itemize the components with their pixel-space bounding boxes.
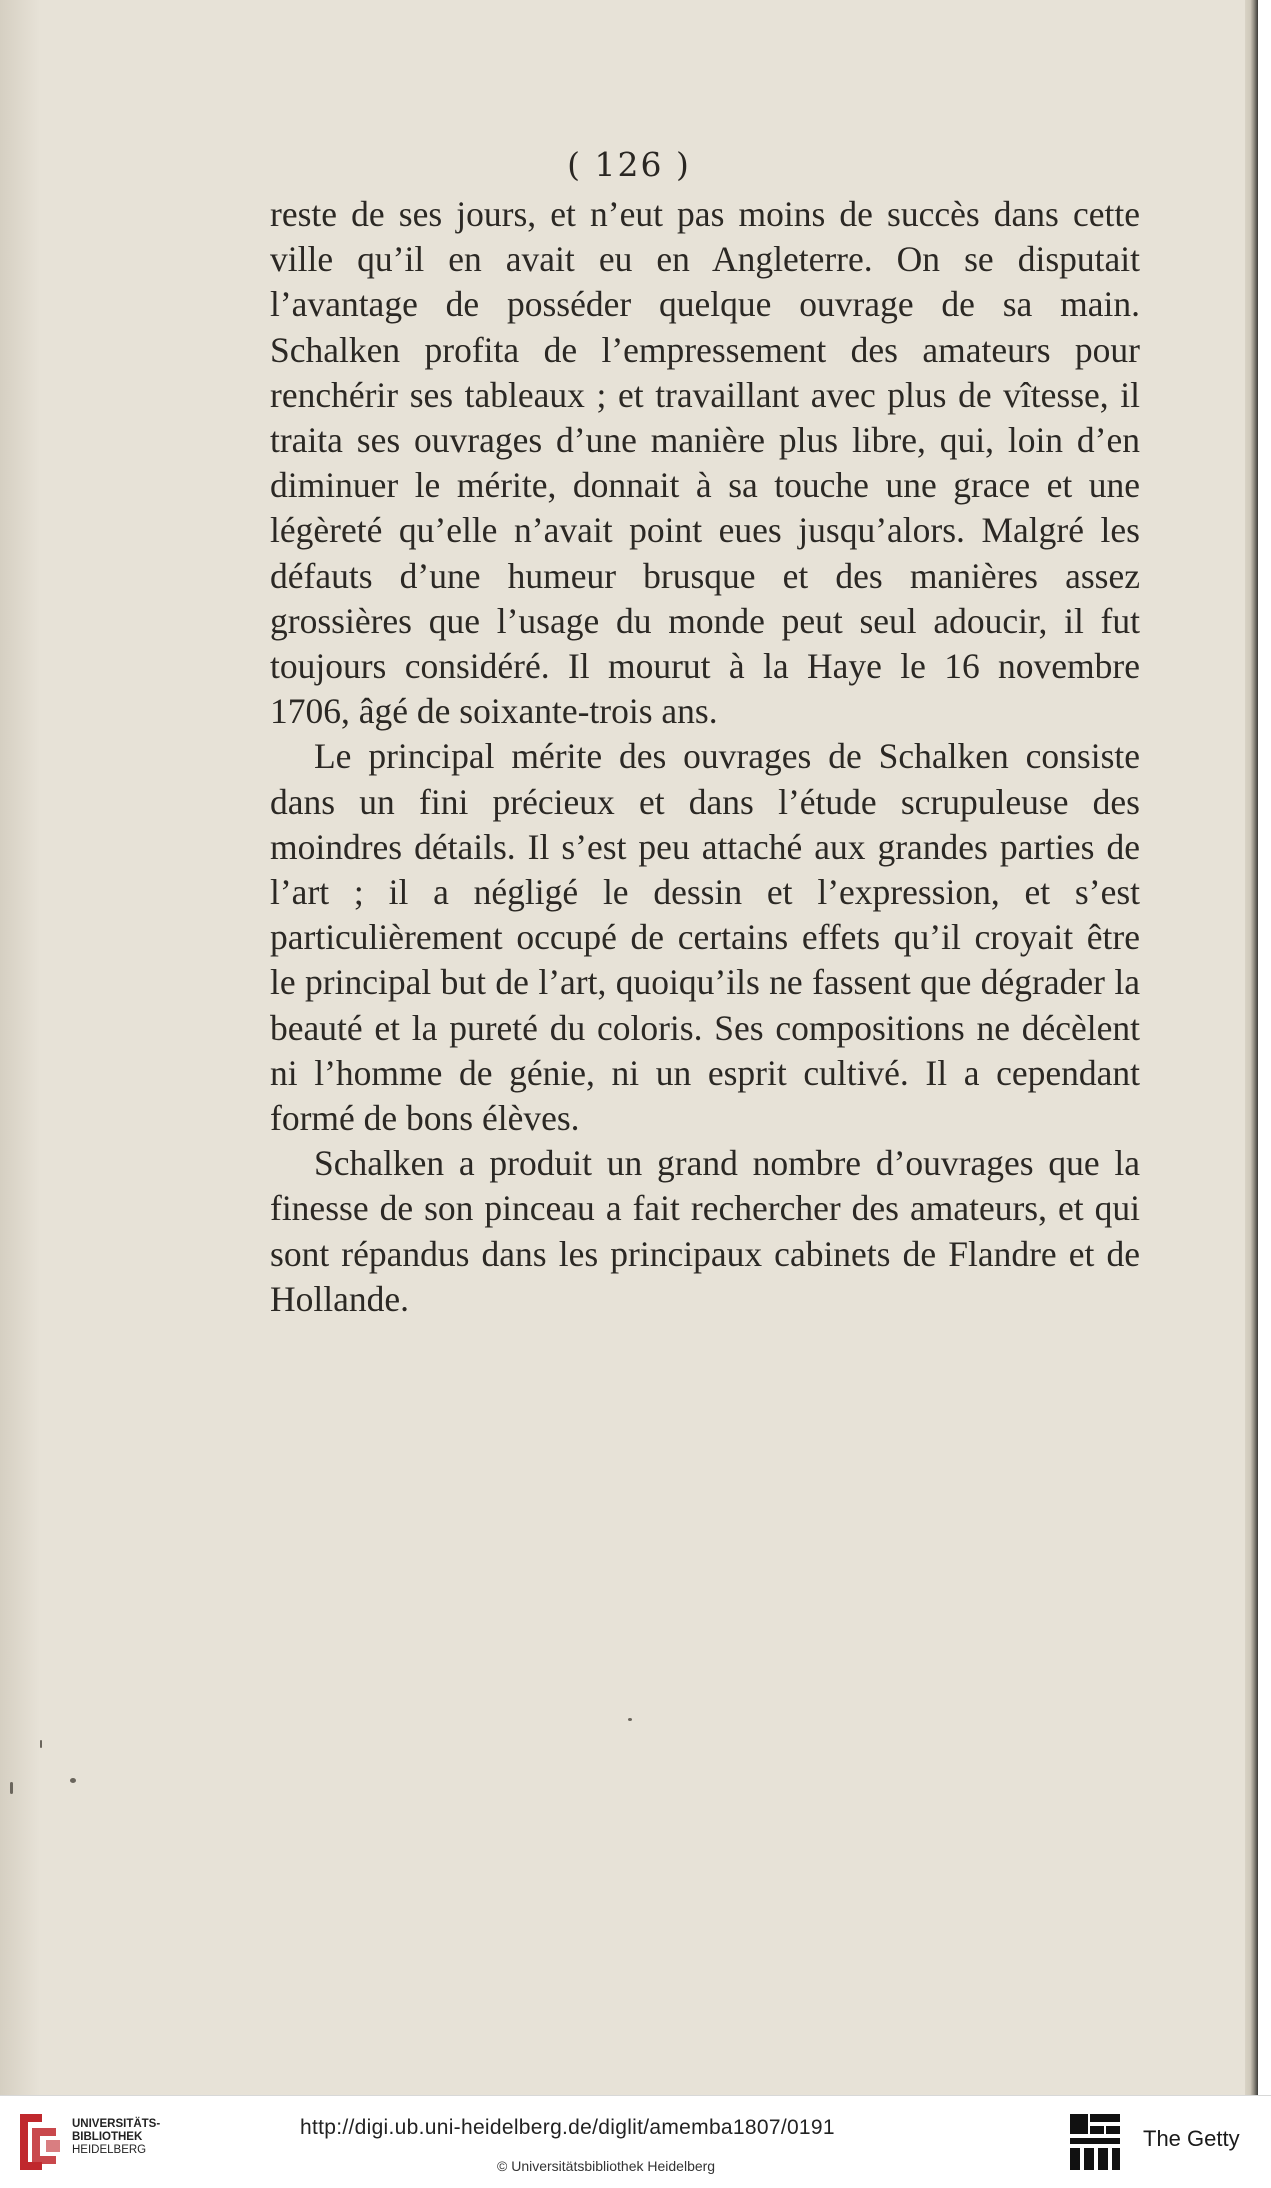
copyright-notice: © Universitätsbibliothek Heidelberg	[497, 2158, 716, 2174]
page-number: ( 126 )	[567, 145, 691, 184]
paper-speck	[70, 1778, 76, 1783]
page-fold-shadow	[0, 0, 40, 2095]
paragraph: Schalken a produit un grand nombre d’ouvrages que la finesse de son pinceau a fait rechercher des amateurs, et qui sont répandus dans les principaux cabinets de Flandre et de Hollande.	[270, 1143, 1140, 1319]
library-name-line: UNIVERSITÄTS-	[72, 2118, 161, 2130]
footer-bar	[0, 2095, 1271, 2188]
paper-speck	[10, 1782, 13, 1794]
library-name-line: HEIDELBERG	[72, 2144, 147, 2156]
page-edge	[1245, 0, 1258, 2095]
university-library-logo-icon	[12, 2106, 64, 2178]
paper-speck	[628, 1718, 632, 1721]
paragraph: reste de ses jours, et n’eut pas moins de succès dans cette ville qu’il en avait eu en Angleterre. On se disputait l’avantage de posséder quelque ouvrage de sa main. Schalken profita de l’empressement des amateurs pour renchérir ses tableaux ; et travaillant avec plus de vîtesse, il traita ses ouvrages d’une manière plus libre, qui, loin d’en diminuer le mérite, donnait à sa touche une grace et une légèreté qu’elle n’avait point eues jusqu’alors. Malgré les défauts d’une humeur brusque et des manières assez grossières que l’usage du monde peut seul adoucir, il fut toujours considéré. Il mourut à la Haye le 16 novembre 1706, âgé de soixante-trois ans.	[270, 194, 1140, 732]
university-library-name	[72, 2118, 160, 2157]
getty-name: The Getty	[1143, 2126, 1240, 2151]
paper-speck	[40, 1740, 42, 1748]
getty-logo-icon	[1068, 2112, 1122, 2174]
body-text	[270, 192, 1140, 1322]
permalink-url[interactable]: http://digi.ub.uni-heidelberg.de/diglit/amemba1807/0191	[300, 2116, 835, 2139]
paragraph: Le principal mérite des ouvrages de Schalken consiste dans un fini précieux et dans l’étude scrupuleuse des moindres détails. Il s’est peu attaché aux grandes parties de l’art ; il a négligé le dessin et l’expression, et s’est particulièrement occupé de certains effets qu’il croyait être le principal but de l’art, quoiqu’ils ne fassent que dégrader la beauté et la pureté du coloris. Ses compositions ne décèlent ni l’homme de génie, ni un esprit cultivé. Il a cependant formé de bons élèves.	[270, 736, 1140, 1139]
library-name-line: BIBLIOTHEK	[72, 2131, 143, 2143]
